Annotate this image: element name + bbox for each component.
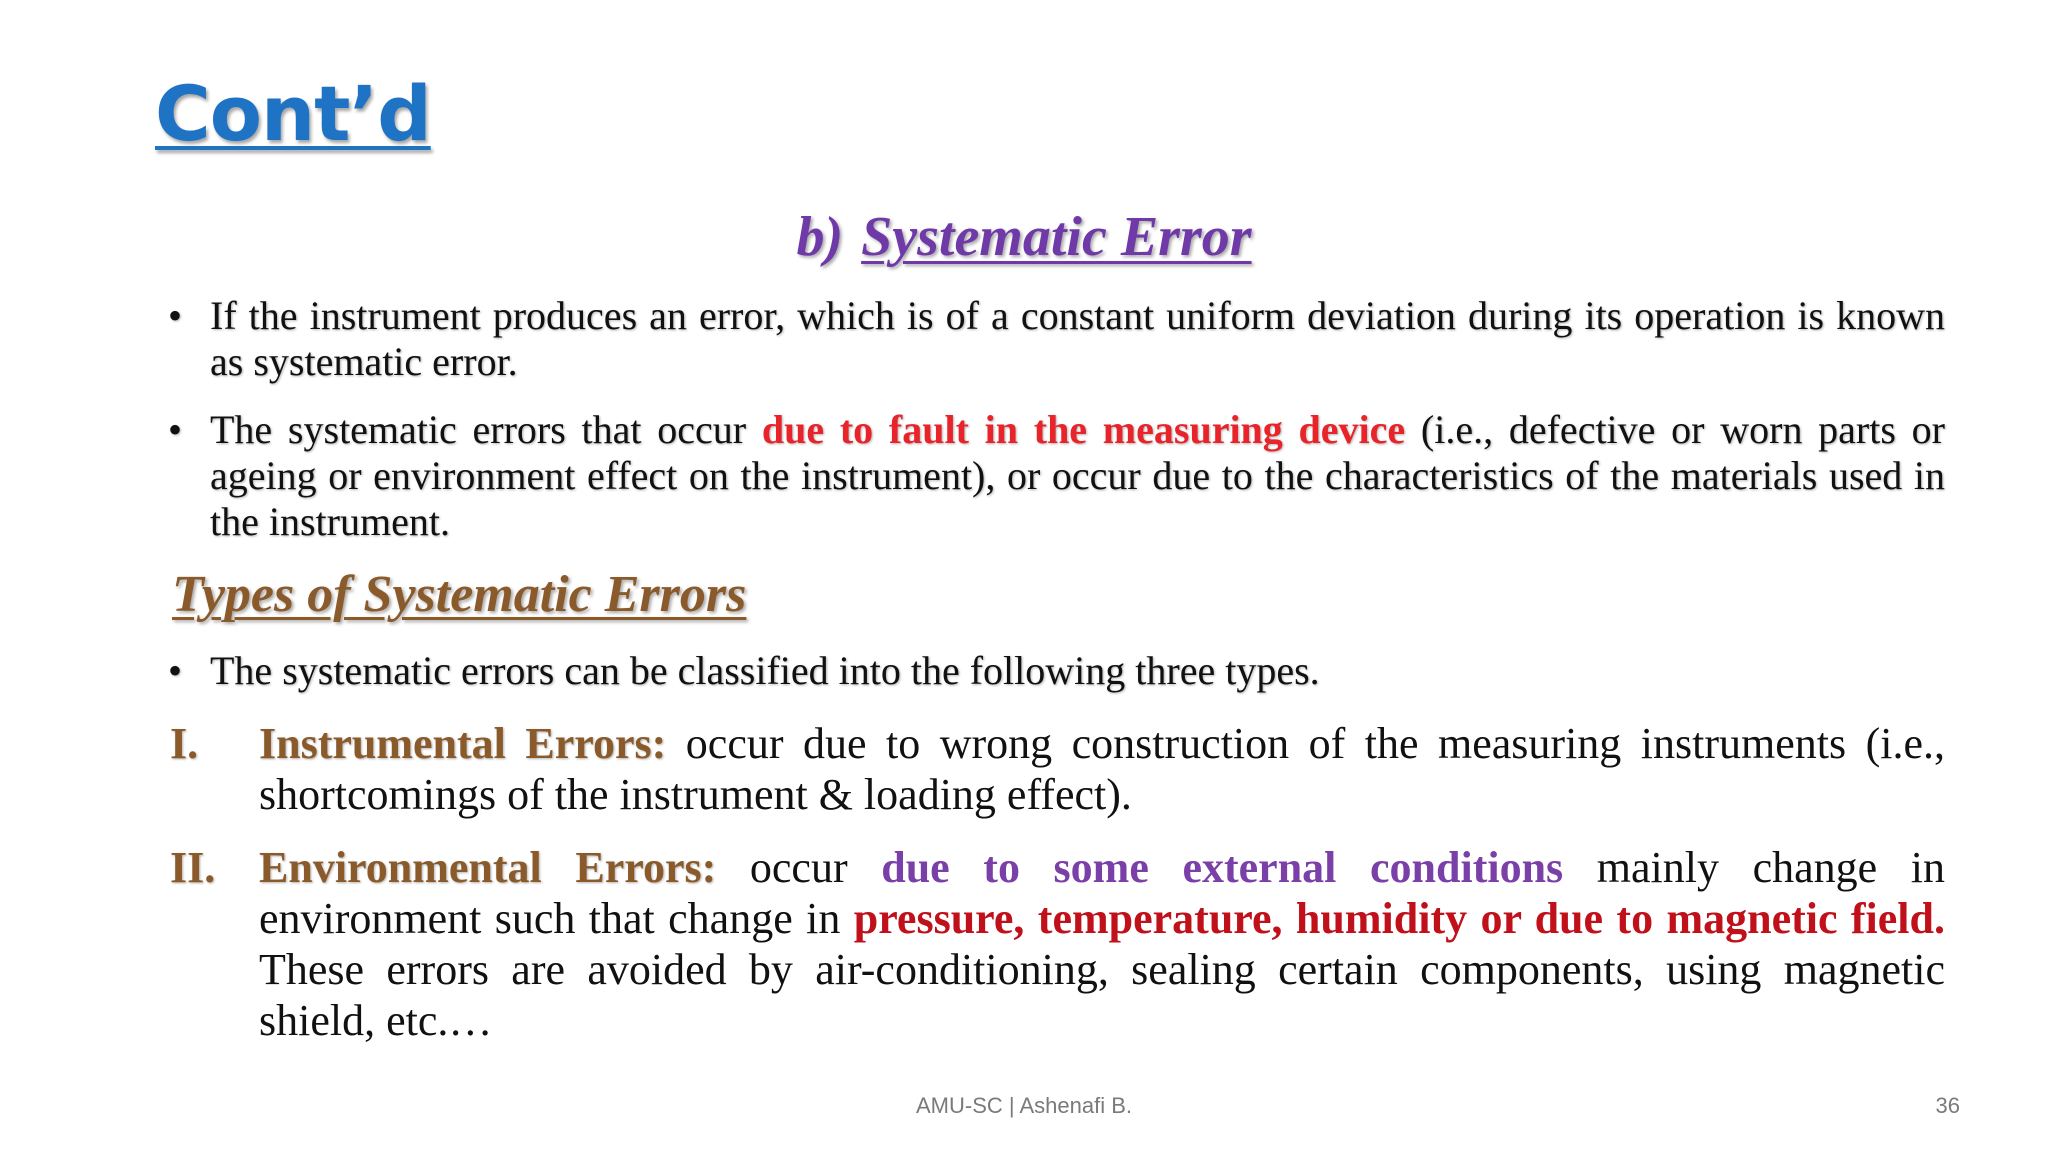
error-type-item xyxy=(170,842,1945,1046)
bullet-item xyxy=(165,293,1945,385)
error-type-text: mainly change in environment such that change in xyxy=(259,843,1945,943)
bullet-text: If the instrument produces an error, which is of a constant uniform deviation during its operation is known as systematic error. xyxy=(210,293,1945,384)
section-heading: Types of Systematic Errors xyxy=(172,566,747,623)
bullet-prefix: The systematic errors that occur xyxy=(210,407,762,452)
error-type-item xyxy=(170,718,1945,820)
slide-subtitle xyxy=(0,205,2048,269)
types-intro-bullets xyxy=(165,648,1945,716)
bullet-highlight: due to fault in the measuring device xyxy=(761,407,1406,452)
error-type-text: occur xyxy=(716,843,882,892)
bullet-item xyxy=(165,407,1945,545)
error-types-list xyxy=(170,718,1945,1068)
types-intro-text: The systematic errors can be classified into the following three types. xyxy=(210,648,1320,693)
error-type-highlight-red: pressure, temperature, humidity or due to magnetic field. xyxy=(853,894,1946,943)
subtitle-text: Systematic Error xyxy=(861,206,1252,268)
slide-title: Cont’d xyxy=(155,69,431,158)
error-type-highlight-purple: due to some external conditions xyxy=(881,843,1564,892)
roman-numeral: II. xyxy=(170,843,216,892)
bullet-suffix: (i.e., defective or worn parts or ageing or environment effect on the instrument), or occur due to the characteristics of the materials used in the instrument. xyxy=(210,407,1946,544)
slide-footer: AMU-SC | Ashenafi B. xyxy=(915,1093,1132,1118)
error-type-text: These errors are avoided by air-conditioning, sealing certain components, using magnetic shield, etc.… xyxy=(259,945,1945,1045)
bullet-item xyxy=(165,648,1945,694)
error-type-name: Instrumental Errors: xyxy=(259,719,667,768)
error-type-text: occur due to wrong construction of the measuring instruments (i.e., shortcomings of the instrument & loading effect). xyxy=(259,719,1945,819)
definition-bullets xyxy=(165,293,1945,567)
roman-numeral: I. xyxy=(170,719,199,768)
page-number: 36 xyxy=(1935,1093,1960,1118)
subtitle-label: b) xyxy=(796,206,844,268)
error-type-name: Environmental Errors: xyxy=(259,843,717,892)
